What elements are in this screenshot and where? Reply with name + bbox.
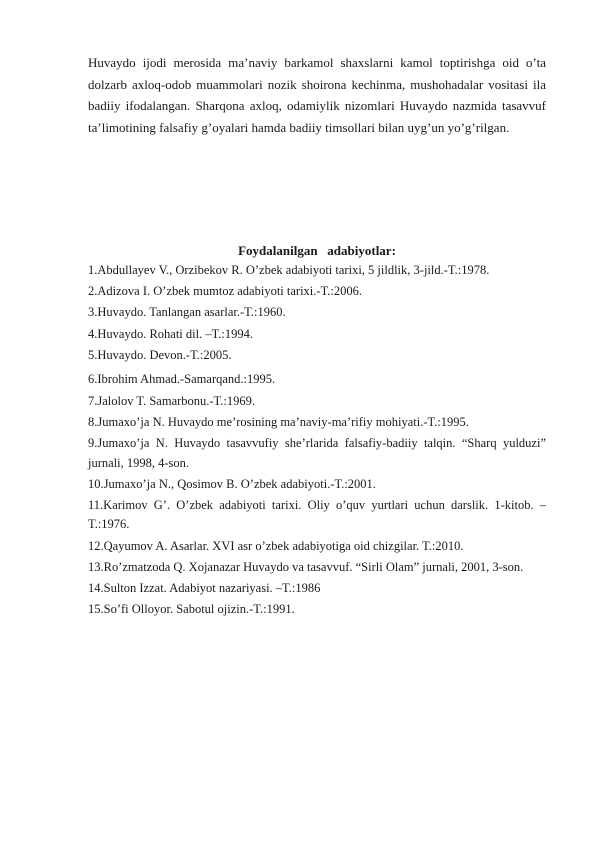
reference-item: 15.So’fi Olloyor. Sabotul ojizin.-T.:1991.	[88, 602, 295, 617]
reference-item: 8.Jumaxo’ja N. Huvaydo me’rosining ma’naviy-ma’rifiy mohiyati.-T.:1995.	[88, 414, 469, 429]
reference-item: 3.Huvaydo. Tanlangan asarlar.-T.:1960.	[88, 305, 286, 320]
reference-item: 2.Adizova I. O’zbek mumtoz adabiyoti tarixi.-T.:2006.	[88, 284, 362, 299]
reference-item: 14.Sulton Izzat. Adabiyot nazariyasi. –T.:1986	[88, 581, 321, 596]
reference-item: 10.Jumaxo’ja N., Qosimov B. O’zbek adabiyoti.-T.:2001.	[88, 476, 376, 491]
document-page	[88, 52, 546, 621]
reference-item: 4.Huvaydo. Rohati dil. –T.:1994.	[88, 326, 254, 341]
reference-item: 13.Ro’zmatzoda Q. Xojanazar Huvaydo va tasavvuf. “Sirli Olam” jurnali, 2001, 3-son.	[88, 559, 524, 574]
references-list	[88, 261, 546, 620]
reference-item: 5.Huvaydo. Devon.-T.:2005.	[88, 347, 232, 362]
references-title: Foydalanilgan adabiyotlar:	[238, 243, 396, 258]
reference-item: 7.Jalolov T. Samarbonu.-T.:1969.	[88, 393, 255, 408]
reference-item: 1.Abdullayev V., Orzibekov R. O’zbek adabiyoti tarixi, 5 jildlik, 3-jild.-T.:1978.	[88, 263, 490, 277]
reference-item: 11.Karimov G’. O’zbek adabiyoti tarixi. Oliy o’quv yurtlari uchun darslik. 1-kitob. –T.:1976.	[88, 497, 546, 532]
reference-item: 9.Jumaxo’ja N. Huvaydo tasavvufiy she’rlarida falsafiy-badiiy talqin. “Sharq yulduzi” jurnali, 1998, 4-son.	[88, 435, 546, 470]
reference-item: 12.Qayumov A. Asarlar. XVI asr o’zbek adabiyotiga oid chizgilar. T.:2010.	[88, 538, 464, 553]
reference-item: 6.Ibrohim Ahmad.-Samarqand.:1995.	[88, 372, 276, 387]
intro-paragraph: Huvaydo ijodi merosida ma’naviy barkamol shaxslarni kamol toptirishga oid o’ta dolzarb axloq-odob muammolari nozik shoirona kechinma, mushohadalar vositasi ila badiiy ifodalangan. Sharqona axloq, odamiylik nizomlari Huvaydo nazmida tasavvuf ta’limotining falsafiy g’oyalari hamda badiiy timsollari bilan uyg’un yo’g’rilgan.	[88, 55, 546, 135]
